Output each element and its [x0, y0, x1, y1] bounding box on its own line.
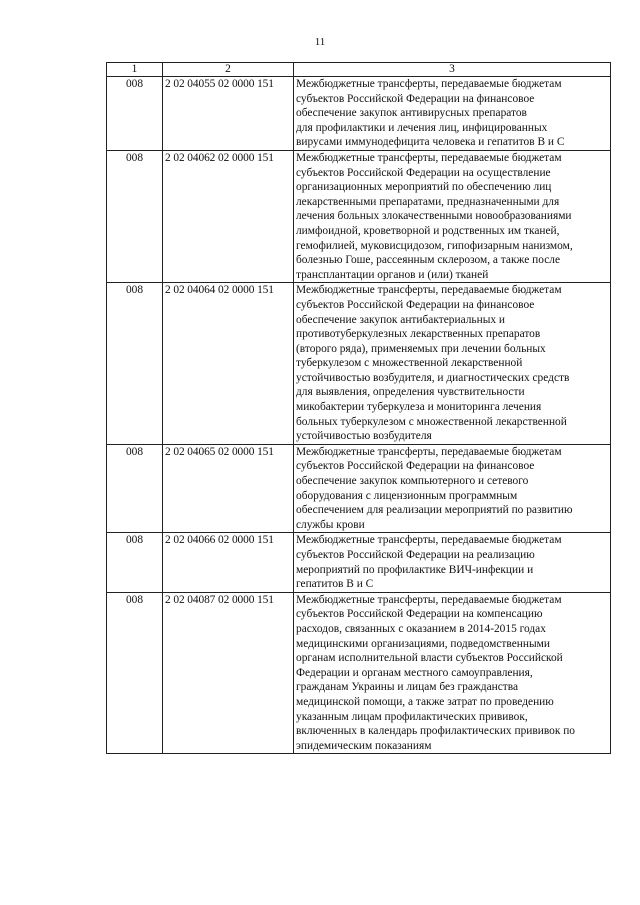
description-line: указанным лицам профилактических прививок, [296, 710, 528, 723]
description-cell [294, 533, 611, 592]
table-row [107, 592, 611, 754]
description-line: туберкулезом с множественной лекарственной [296, 357, 523, 370]
description-cell [294, 77, 611, 151]
description-line: Межбюджетные трансферты, передаваемые бюджетам [296, 151, 562, 164]
description-line: больных туберкулезом с множественной лекарственной [296, 415, 567, 428]
description-line: устойчивостью возбудителя, и диагностических средств [296, 371, 570, 384]
budget-classification-code-cell: 2 02 04055 02 0000 151 [163, 77, 294, 151]
description-line: трансплантации органов и (или) тканей [296, 268, 489, 281]
description-line: субъектов Российской Федерации на осуществление [296, 166, 551, 179]
table-header-row [107, 63, 611, 77]
description-line: включенных в календарь профилактических прививок по [296, 725, 575, 738]
column-header-3: 3 [294, 63, 611, 77]
description-line: лекарственными препаратами, предназначенными для [296, 195, 560, 208]
description-line: субъектов Российской Федерации на реализацию [296, 549, 535, 561]
description-line: для профилактики и лечения лиц, инфицированных [296, 121, 548, 134]
table-row [107, 150, 611, 282]
admin-code-cell: 008 [107, 150, 163, 282]
column-header-2: 2 [163, 63, 294, 77]
description-line: болезнью Гоше, рассеянным склерозом, а также после [296, 254, 561, 267]
description-line: обеспечение закупок антибактериальных и [296, 313, 505, 326]
description-line: расходов, связанных с оказанием в 2014-2015 годах [296, 622, 546, 635]
description-line: органам исполнительной власти субъектов Российской [296, 652, 563, 665]
description-line: субъектов Российской Федерации на финансовое [296, 92, 535, 105]
description-line: оборудования с лицензионным программным [296, 489, 518, 502]
budget-code-table [106, 62, 611, 754]
budget-classification-code-cell: 2 02 04066 02 0000 151 [163, 533, 294, 592]
table-row [107, 283, 611, 445]
description-cell [294, 592, 611, 754]
description-line: для выявления, определения чувствительности [296, 386, 525, 399]
admin-code-cell: 008 [107, 283, 163, 445]
page-number: 11 [314, 36, 326, 48]
description-line: Межбюджетные трансферты, передаваемые бюджетам [296, 78, 562, 90]
description-line: обеспечение закупок компьютерного и сетевого [296, 475, 529, 488]
description-line: вирусами иммунодефицита человека и гепатитов В и С [296, 136, 565, 149]
description-cell [294, 444, 611, 533]
description-line: субъектов Российской Федерации на финансовое [296, 460, 535, 473]
description-line: Межбюджетные трансферты, передаваемые бюджетам [296, 534, 562, 547]
table-row [107, 77, 611, 151]
description-line: (второго ряда), применяемых при лечении больных [296, 342, 546, 355]
description-line: медицинской помощи, а также затрат по проведению [296, 695, 554, 708]
description-cell [294, 150, 611, 282]
description-line: службы крови [296, 518, 365, 531]
description-line: Межбюджетные трансферты, передаваемые бюджетам [296, 284, 562, 297]
description-cell [294, 283, 611, 445]
description-line: организационных мероприятий по обеспечению лиц [296, 181, 552, 194]
description-line: противотуберкулезных лекарственных препаратов [296, 328, 541, 341]
budget-classification-code-cell: 2 02 04087 02 0000 151 [163, 592, 294, 754]
description-line: гепатитов В и С [296, 578, 374, 591]
description-line: устойчивостью возбудителя [296, 430, 432, 443]
description-line: лимфоидной, кроветворной и родственных им тканей, [296, 224, 560, 237]
admin-code-cell: 008 [107, 77, 163, 151]
description-line: Межбюджетные трансферты, передаваемые бюджетам [296, 445, 562, 458]
description-line: лечения больных злокачественными новообразованиями [296, 210, 572, 223]
description-line: субъектов Российской Федерации на финансовое [296, 298, 535, 311]
column-header-1: 1 [107, 63, 163, 77]
description-line: гражданам Украины и лицам без гражданства [296, 681, 519, 694]
budget-classification-code-cell: 2 02 04062 02 0000 151 [163, 150, 294, 282]
admin-code-cell: 008 [107, 533, 163, 592]
admin-code-cell: 008 [107, 444, 163, 533]
description-line: обеспечением для реализации мероприятий по развитию [296, 504, 573, 517]
admin-code-cell: 008 [107, 592, 163, 754]
description-line: эпидемическим показаниям [296, 739, 432, 752]
description-line: обеспечение закупок антивирусных препаратов [296, 107, 527, 120]
table-row [107, 533, 611, 592]
table-row [107, 444, 611, 533]
description-line: гемофилией, муковисцидозом, гипофизарным нанизмом, [296, 239, 573, 252]
description-line: Федерации и органам местного самоуправления, [296, 666, 533, 679]
description-line: субъектов Российской Федерации на компенсацию [296, 608, 543, 621]
budget-classification-code-cell: 2 02 04064 02 0000 151 [163, 283, 294, 445]
description-line: мероприятий по профилактике ВИЧ-инфекции и [296, 563, 534, 576]
description-line: медицинскими организациями, подведомственными [296, 637, 550, 650]
description-line: микобактерии туберкулеза и мониторинга лечения [296, 401, 542, 414]
budget-classification-code-cell: 2 02 04065 02 0000 151 [163, 444, 294, 533]
description-line: Межбюджетные трансферты, передаваемые бюджетам [296, 593, 562, 606]
